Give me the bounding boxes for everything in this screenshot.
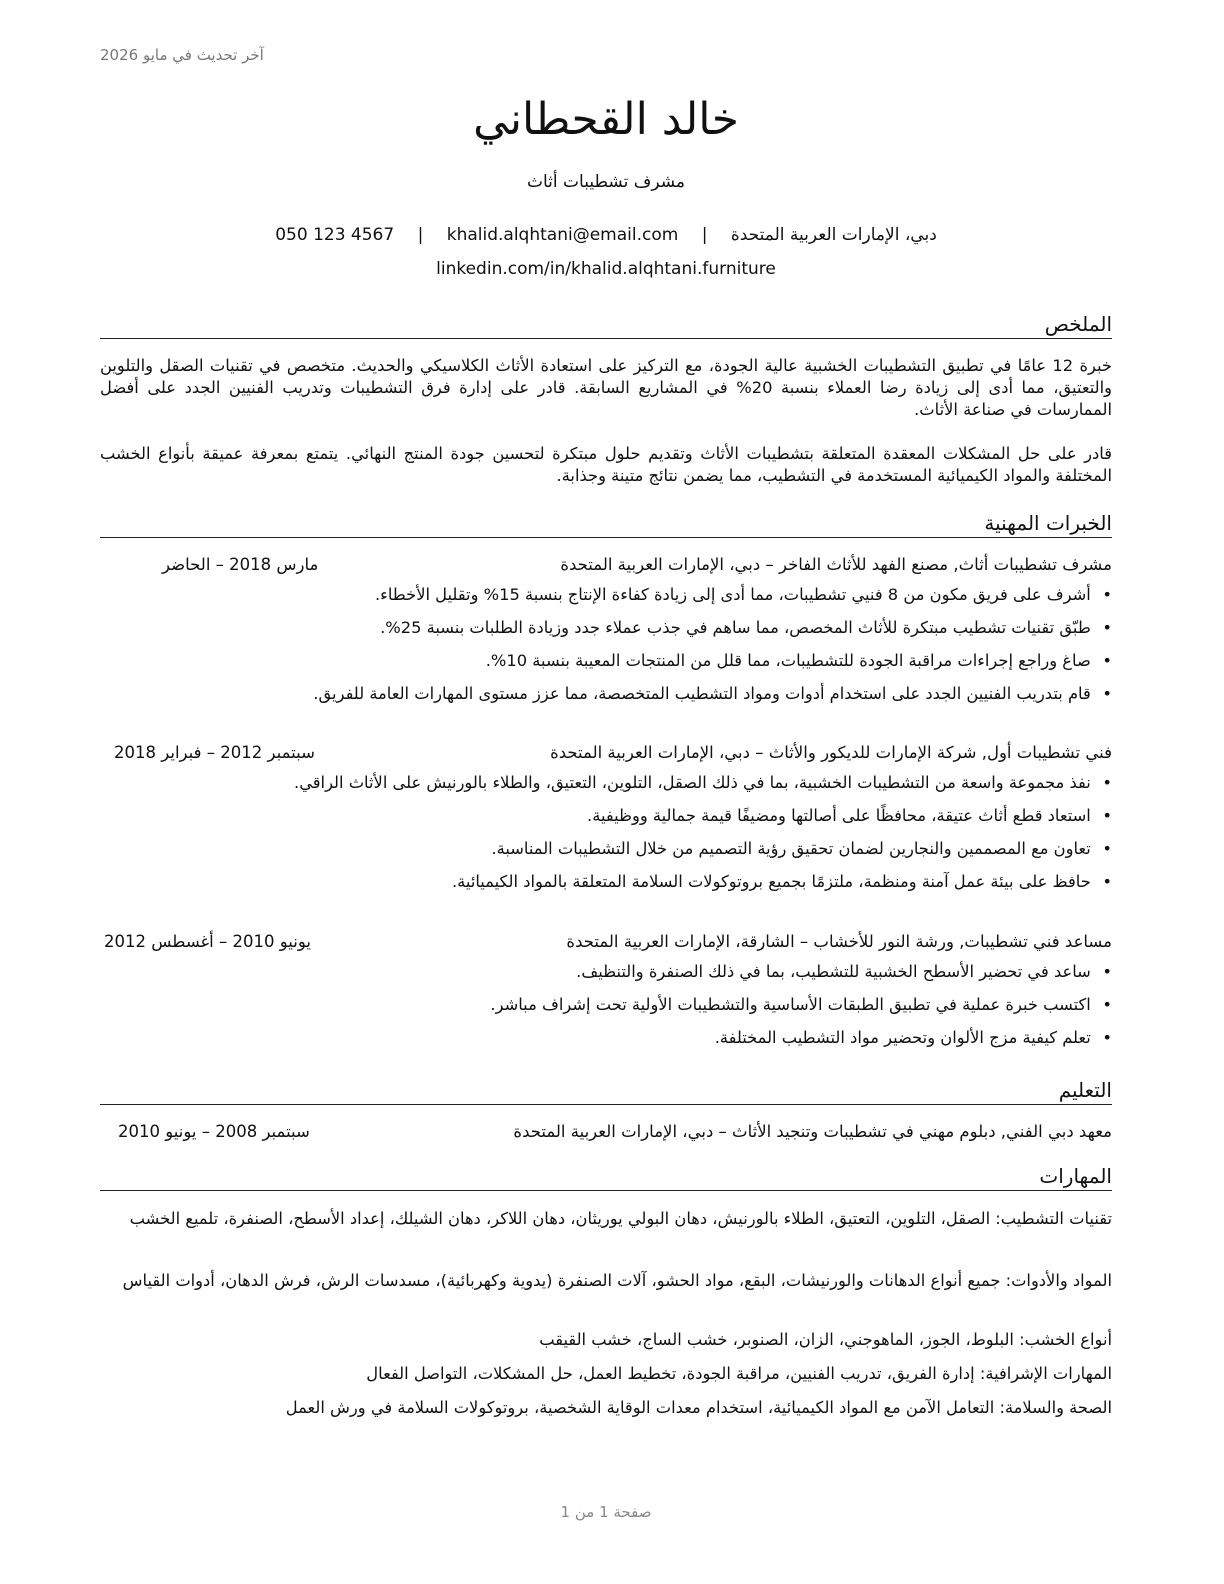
skill-line: أنواع الخشب: البلوط، الجوز، الماهوجني، الزان، الصنوبر، خشب الساج، خشب القيقب	[539, 1330, 1112, 1349]
list-item: • أشرف على فريق مكون من 8 فنيي تشطيبات، مما أدى إلى زيادة كفاءة الإنتاج بنسبة 15% وتقليل الأخطاء.	[374, 585, 1112, 604]
skill-line: المهارات الإشرافية: إدارة الفريق، تدريب الفنيين، مراقبة الجودة، تخطيط العمل، حل المشكلات، التواصل الفعال	[366, 1364, 1112, 1383]
list-item: • تعاون مع المصممين والنجارين لضمان تحقيق رؤية التصميم من خلال التشطيبات المناسبة.	[491, 839, 1112, 858]
list-item: • ساعد في تحضير الأسطح الخشبية للتشطيب، بما في ذلك الصنفرة والتنظيف.	[576, 962, 1112, 981]
list-item: • تعلم كيفية مزج الألوان وتحضير مواد التشطيب المختلفة.	[714, 1028, 1112, 1047]
list-item: • استعاد قطع أثاث عتيقة، محافظًا على أصالتها ومضيفًا قيمة جمالية ووظيفية.	[587, 806, 1112, 825]
section-heading-skills: المهارات	[100, 1163, 1112, 1191]
job-dates: سبتمبر 2012 – فبراير 2018	[114, 743, 315, 762]
linkedin-text: linkedin.com/in/khalid.alqhtani.furniture	[436, 259, 776, 279]
skill-line: المواد والأدوات: جميع أنواع الدهانات والورنيشات، البقع، مواد الحشو، آلات الصنفرة (يدوية وكهربائية)، مسدسات الرش، فرش الدهان، أدوات القياس	[122, 1271, 1112, 1290]
skill-line: الصحة والسلامة: التعامل الآمن مع المواد الكيميائية، استخدام معدات الوقاية الشخصية، بروتوكولات السلامة في ورش العمل	[285, 1398, 1112, 1417]
job-dates: مارس 2018 – الحاضر	[162, 555, 319, 574]
phone: 050 123 4567	[275, 225, 395, 245]
page-number: صفحة 1 من 1	[560, 1503, 652, 1521]
job-bullets	[100, 584, 1112, 705]
job-header	[100, 553, 1112, 577]
contact-line	[100, 223, 1112, 247]
last-updated: آخر تحديث في مايو 2026	[100, 46, 264, 64]
job-title-company: فني تشطيبات أول, شركة الإمارات للديكور والأثاث – دبي، الإمارات العربية المتحدة	[550, 743, 1112, 762]
job-title: مشرف تشطيبات أثاث	[526, 172, 685, 192]
summary-paragraph-2: قادر على حل المشكلات المعقدة المتعلقة بتشطيبات الأثاث وتقديم حلول مبتكرة لتحسين جودة المنتج النهائي. يتمتع بمعرفة عميقة بأنواع الخشب المختلفة والمواد الكيميائية المستخدمة في التشطيب، مما يضمن نتائج متينة وجذابة.	[100, 444, 1112, 485]
job-dates: يونيو 2010 – أغسطس 2012	[104, 932, 311, 951]
section-heading-education: التعليم	[100, 1077, 1112, 1105]
list-item: • نفذ مجموعة واسعة من التشطيبات الخشبية، بما في ذلك الصقل، التلوين، التعتيق، والطلاء بالورنيش على الأثاث الراقي.	[294, 773, 1112, 792]
education-entry	[100, 1120, 1112, 1144]
separator: |	[701, 225, 708, 245]
email: khalid.alqhtani@email.com	[446, 225, 679, 245]
section-heading-summary: الملخص	[100, 311, 1112, 339]
job-title-company: مساعد فني تشطيبات, ورشة النور للأخشاب – الشارقة، الإمارات العربية المتحدة	[566, 932, 1112, 951]
education-institution: معهد دبي الفني, دبلوم مهني في تشطيبات وتنجيد الأثاث – دبي، الإمارات العربية المتحدة	[513, 1122, 1112, 1141]
summary-paragraph-1: خبرة 12 عامًا في تطبيق التشطيبات الخشبية عالية الجودة، مع التركيز على استعادة الأثاث الكلاسيكي والحديث. متخصص في تقنيات الصقل والتلوين والتعتيق، مما أدى إلى زيادة رضا العملاء بنسبة 20% في المشاريع السابقة. قادر على إدارة فرق التشطيبات وتدريب الفنيين الجدد على أفضل الممارسات في صناعة الأثاث.	[100, 356, 1112, 419]
list-item: • طبّق تقنيات تشطيب مبتكرة للأثاث المخصص، مما ساهم في جذب عملاء جدد وزيادة الطلبات بنسبة 25%.	[380, 618, 1112, 637]
job-header	[100, 741, 1112, 765]
job-title-company: مشرف تشطيبات أثاث, مصنع الفهد للأثاث الفاخر – دبي، الإمارات العربية المتحدة	[560, 555, 1112, 574]
resume-page	[100, 0, 1112, 1584]
list-item: • صاغ وراجع إجراءات مراقبة الجودة للتشطيبات، مما قلل من المنتجات المعيبة بنسبة 10%.	[485, 651, 1112, 670]
location: دبي، الإمارات العربية المتحدة	[730, 225, 937, 245]
job-bullets	[100, 961, 1112, 1049]
list-item: • قام بتدريب الفنيين الجدد على استخدام أدوات ومواد التشطيب المتخصصة، مما عزز مستوى المهارات العامة للفريق.	[313, 684, 1112, 703]
separator: |	[417, 225, 424, 245]
candidate-name: خالد القحطاني	[473, 94, 739, 145]
job-header	[100, 930, 1112, 954]
skill-line: تقنيات التشطيب: الصقل، التلوين، التعتيق، الطلاء بالورنيش، دهان البولي يوريثان، دهان اللاكر، دهان الشيلك، إعداد الأسطح، الصنفرة، تلميع الخشب	[129, 1209, 1112, 1228]
education-dates: سبتمبر 2008 – يونيو 2010	[118, 1122, 310, 1141]
section-heading-experience: الخبرات المهنية	[100, 510, 1112, 538]
job-bullets	[100, 772, 1112, 893]
list-item: • اكتسب خبرة عملية في تطبيق الطبقات الأساسية والتشطيبات الأولية تحت إشراف مباشر.	[490, 995, 1112, 1014]
list-item: • حافظ على بيئة عمل آمنة ومنظمة، ملتزمًا بجميع بروتوكولات السلامة المتعلقة بالمواد الكيميائية.	[452, 872, 1112, 891]
linkedin-url	[100, 257, 1112, 281]
